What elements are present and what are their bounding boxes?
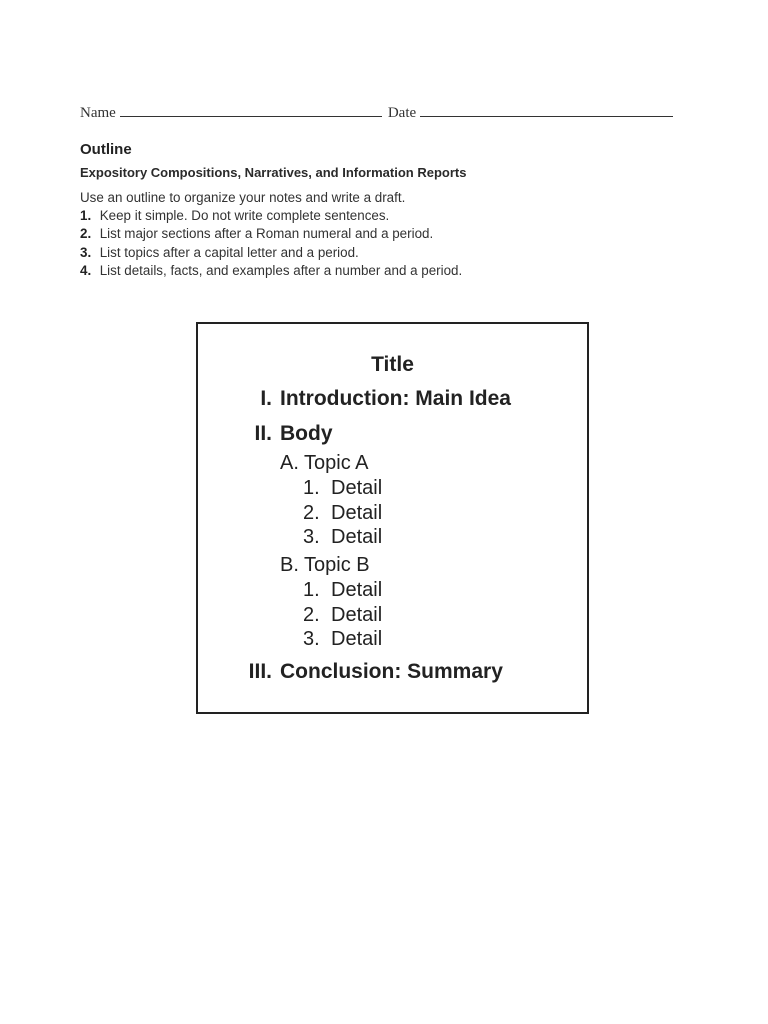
step-text: List topics after a capital letter and a period. bbox=[99, 244, 359, 260]
step-number: 4. bbox=[80, 262, 92, 278]
date-blank-line bbox=[420, 102, 673, 117]
detail-label: Detail bbox=[331, 579, 383, 601]
section-label: Conclusion: Summary bbox=[280, 660, 503, 683]
instruction-step bbox=[80, 225, 680, 243]
detail-number: 3. bbox=[303, 628, 320, 650]
step-text: List details, facts, and examples after a number and a period. bbox=[99, 262, 463, 278]
instructions-intro: Use an outline to organize your notes and write a draft. bbox=[80, 190, 406, 205]
outline-title: Title bbox=[371, 353, 414, 376]
detail-number: 2. bbox=[303, 502, 320, 524]
detail-number: 1. bbox=[303, 579, 320, 601]
topic-label: Topic A bbox=[304, 452, 369, 474]
outline-detail bbox=[303, 524, 382, 550]
detail-label: Detail bbox=[331, 526, 383, 548]
page-title: Outline bbox=[80, 141, 132, 158]
roman-numeral: III. bbox=[248, 660, 272, 683]
step-text: List major sections after a Roman numeral and a period. bbox=[99, 226, 434, 242]
instruction-step bbox=[80, 244, 680, 262]
outline-section-introduction bbox=[198, 385, 591, 413]
step-number: 3. bbox=[80, 244, 92, 260]
detail-label: Detail bbox=[331, 502, 383, 524]
instructions bbox=[80, 189, 680, 280]
name-label: Name bbox=[80, 105, 116, 121]
outline-section-body bbox=[198, 420, 591, 448]
outline-detail bbox=[303, 602, 382, 628]
instruction-step bbox=[80, 262, 680, 280]
outline-detail bbox=[303, 500, 382, 526]
section-label: Body bbox=[280, 422, 333, 445]
page-subtitle: Expository Compositions, Narratives, and Information Reports bbox=[80, 165, 467, 180]
outline-template-box bbox=[196, 322, 589, 714]
roman-numeral: I. bbox=[260, 387, 272, 410]
outline-detail bbox=[303, 475, 382, 501]
instruction-step bbox=[80, 207, 680, 225]
instructions-list bbox=[80, 207, 680, 280]
name-blank-line bbox=[120, 102, 382, 117]
name-date-row bbox=[80, 100, 680, 122]
detail-label: Detail bbox=[331, 628, 383, 650]
section-label: Introduction: Main Idea bbox=[280, 387, 511, 410]
date-label: Date bbox=[387, 105, 417, 121]
outline-detail bbox=[303, 626, 382, 652]
outline-topic-a bbox=[280, 450, 368, 476]
outline-detail bbox=[303, 577, 382, 603]
outline-topic-b bbox=[280, 552, 370, 578]
step-number: 2. bbox=[80, 226, 92, 242]
detail-number: 1. bbox=[303, 477, 320, 499]
topic-label: Topic B bbox=[304, 554, 370, 576]
detail-label: Detail bbox=[331, 604, 383, 626]
topic-letter: B. bbox=[280, 554, 299, 576]
topic-letter: A. bbox=[280, 452, 299, 474]
detail-number: 3. bbox=[303, 526, 320, 548]
detail-number: 2. bbox=[303, 604, 320, 626]
detail-label: Detail bbox=[331, 477, 383, 499]
step-number: 1. bbox=[80, 208, 92, 224]
outline-section-conclusion bbox=[198, 658, 591, 686]
roman-numeral: II. bbox=[254, 422, 272, 445]
step-text: Keep it simple. Do not write complete sentences. bbox=[99, 208, 390, 224]
